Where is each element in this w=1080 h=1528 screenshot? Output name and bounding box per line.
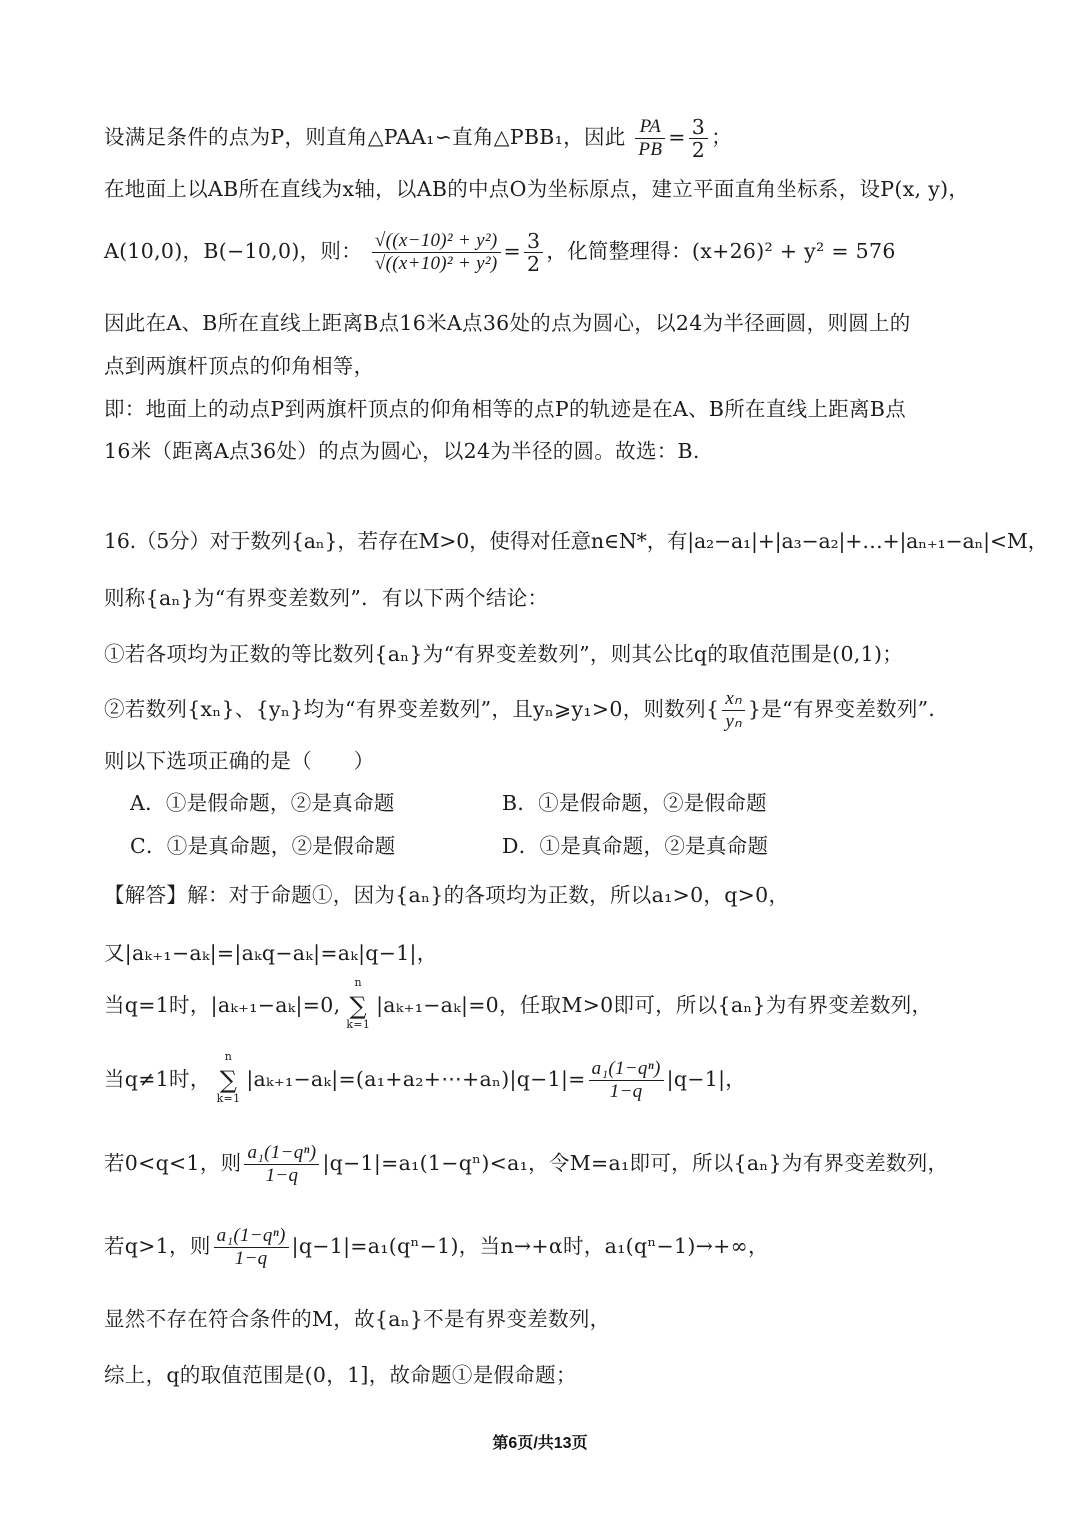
solution-line: 【解答】解：对于命题①，因为{aₙ}的各项均为正数，所以a₁>0，q>0，	[104, 883, 790, 907]
text-segment: |aₖ₊₁−aₖ|=0，任取M>0即可，所以{aₙ}为有界变差数列，	[376, 993, 933, 1017]
text-line: 即：地面上的动点P到两旗杆顶点的仰角相等的点P的轨迹是在A、B所在直线上距离B点	[104, 397, 907, 421]
summation	[346, 976, 371, 1031]
fraction-numerator: 3	[524, 230, 543, 253]
fraction-numerator: a₁(1−qⁿ)	[244, 1142, 319, 1165]
option-a: A．①是假命题，②是真命题	[130, 791, 395, 815]
fraction	[635, 116, 665, 161]
fraction	[214, 1225, 289, 1270]
fraction-denominator: 1−q	[234, 1248, 268, 1269]
text-segment: 若q>1，则	[104, 1234, 211, 1258]
fraction	[524, 230, 543, 275]
text-line: 点到两旗杆顶点的仰角相等，	[104, 354, 375, 378]
statement-1: ①若各项均为正数的等比数列{aₙ}为“有界变差数列”，则其公比q的取值范围是(0,1)；	[104, 642, 904, 666]
text-line	[104, 230, 896, 275]
option-c: C．①是真命题，②是假命题	[130, 834, 396, 858]
summation	[216, 1050, 241, 1105]
question-prompt: 则以下选项正确的是（ ）	[104, 749, 375, 773]
fraction	[689, 116, 708, 161]
text-line: 在地面上以AB所在直线为x轴，以AB的中点O为坐标原点，建立平面直角坐标系，设P(x, y)，	[104, 177, 970, 201]
text-segment: P，则直角△PAA₁∽直角△PBB₁，因此	[270, 125, 626, 149]
text-segment: =	[668, 125, 686, 149]
fraction-denominator: 2	[526, 252, 541, 276]
solution-line: 显然不存在符合条件的M，故{aₙ}不是有界变差数列，	[104, 1307, 611, 1331]
fraction-numerator: a₁(1−qⁿ)	[214, 1225, 289, 1248]
text-segment: |aₖ₊₁−aₖ|=(a₁+a₂+⋯+aₙ)|q−1|=	[246, 1067, 586, 1091]
fraction-numerator: a₁(1−qⁿ)	[589, 1058, 664, 1081]
fraction-numerator: PA	[635, 116, 665, 139]
sum-symbol: ∑	[349, 992, 367, 1020]
statement-2	[104, 688, 949, 733]
option-b: B．①是假命题，②是假命题	[502, 791, 767, 815]
solution-line: 综上，q的取值范围是(0，1]，故命题①是假命题；	[104, 1363, 577, 1387]
fraction-numerator: xₙ	[722, 688, 745, 711]
solution-line	[104, 1142, 948, 1187]
option-d: D．①是真命题，②是真命题	[502, 834, 769, 858]
fraction-denominator: √((x+10)² + y²)	[374, 253, 498, 274]
text-segment: |q−1|=a₁(1−qⁿ)<a₁，令M=a₁即可，所以{aₙ}为有界变差数列，	[322, 1151, 949, 1175]
fraction	[372, 230, 501, 275]
fraction-denominator: PB	[638, 139, 663, 160]
text-segment: 若0<q<1，则	[104, 1151, 242, 1175]
text-segment: A(10,0)，B(−10,0)，则：	[104, 239, 363, 263]
text-segment: |q−1|=a₁(qⁿ−1)，当n→+α时，a₁(qⁿ−1)→+∞，	[291, 1234, 769, 1258]
text-line: 16米（距离A点36处）的点为圆心，以24为半径的圆。故选：B.	[104, 439, 700, 463]
question-16-stem: 16.（5分）对于数列{aₙ}，若存在M>0，使得对任意n∈N*，有|a₂−a₁|+|a₃−a₂|+…+|aₙ₊₁−aₙ|<M，	[104, 529, 1048, 553]
text-segment: 当q≠1时，	[104, 1067, 211, 1091]
fraction-denominator: yₙ	[725, 711, 742, 732]
text-segment: |q−1|，	[666, 1067, 747, 1091]
fraction-numerator: 3	[689, 116, 708, 139]
solution-line	[104, 1050, 747, 1105]
solution-line	[104, 1225, 769, 1270]
text-segment: }是“有界变差数列”．	[747, 697, 950, 721]
text-segment: ，化简整理得：(x+26)² + y² = 576	[546, 239, 896, 263]
text-line	[104, 116, 732, 161]
sum-upper-limit: n	[354, 976, 362, 989]
text-segment: 设满足条件的点为	[104, 125, 271, 149]
solution-line	[104, 976, 933, 1031]
fraction	[244, 1142, 319, 1187]
text-line: 因此在A、B所在直线上距离B点16米A点36处的点为圆心，以24为半径画圆，则圆上的	[104, 311, 911, 335]
fraction-denominator: 2	[691, 138, 706, 162]
fraction-denominator: 1−q	[265, 1165, 299, 1186]
fraction	[722, 688, 745, 733]
sum-symbol: ∑	[219, 1066, 238, 1094]
page-number-footer: 第6页/共13页	[492, 1435, 588, 1452]
text-segment: ；	[711, 125, 732, 149]
fraction	[589, 1058, 664, 1103]
text-segment: ②若数列{xₙ}、{yₙ}均为“有界变差数列”，且yₙ⩾y₁>0，则数列{	[104, 697, 720, 721]
text-line: 则称{aₙ}为“有界变差数列”．有以下两个结论：	[104, 586, 549, 610]
text-segment: 当q=1时，|aₖ₊₁−aₖ|=0,	[104, 993, 341, 1017]
text-segment: =	[503, 239, 521, 263]
sum-lower-limit: k=1	[216, 1092, 241, 1105]
sum-lower-limit: k=1	[346, 1018, 371, 1031]
solution-line: 又|aₖ₊₁−aₖ|=|aₖq−aₖ|=aₖ|q−1|，	[104, 941, 438, 965]
fraction-numerator: √((x−10)² + y²)	[372, 230, 501, 253]
fraction-denominator: 1−q	[609, 1081, 643, 1102]
sum-upper-limit: n	[224, 1050, 233, 1063]
